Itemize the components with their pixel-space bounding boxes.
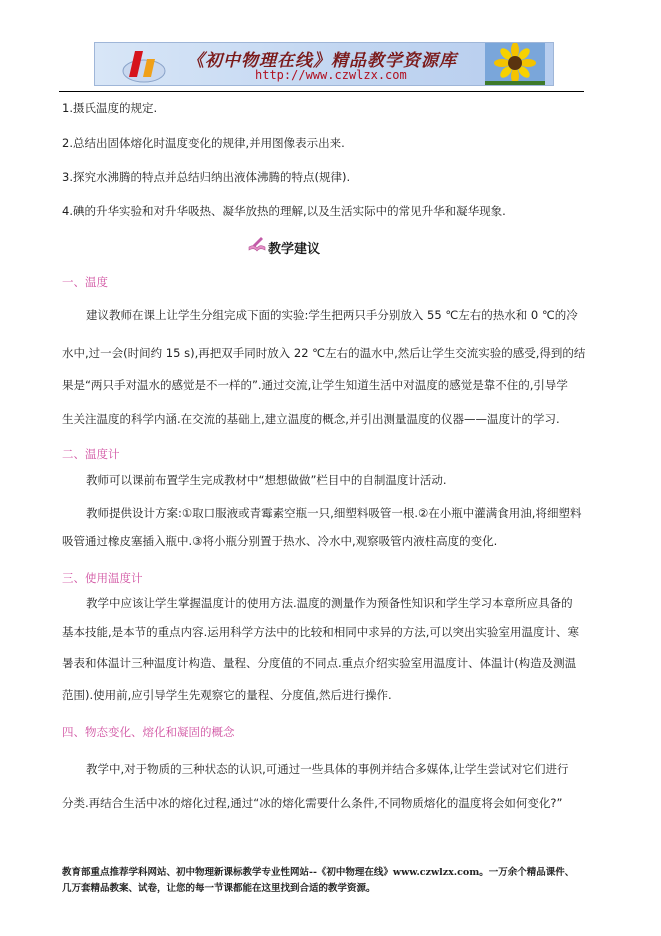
paragraph-line: 建议教师在课上让学生分组完成下面的实验:学生把两只手分别放入 55 ℃左右的热水和 0 ℃的冷 (86, 308, 578, 322)
paragraph-line: 范围).使用前,应引导学生先观察它的量程、分度值,然后进行操作. (62, 688, 392, 702)
paragraph-line: 生关注温度的科学内涵.在交流的基础上,建立温度的概念,并引出测量温度的仪器——温度计的学习. (62, 412, 560, 426)
paragraph-line: 暑表和体温计三种温度计构造、量程、分度值的不同点.重点介绍实验室用温度计、体温计(构造及测温 (62, 656, 577, 670)
paragraph-line: 分类.再结合生活中冰的熔化过程,通过“冰的熔化需要什么条件,不同物质熔化的温度将会如何变化?” (62, 796, 563, 810)
section-title-thermometer: 二、温度计 (62, 447, 120, 461)
footer-line: 几万套精品教案、试卷，让您的每一节课都能在这里找到合适的教学资源。 (62, 883, 376, 894)
site-logo-icon (121, 47, 167, 85)
header-banner (94, 42, 554, 86)
objective-1: 1.摄氏温度的规定. (62, 101, 158, 115)
paragraph-line: 教师可以课前布置学生完成教材中“想想做做”栏目中的自制温度计活动. (86, 473, 447, 487)
banner-title: 《初中物理在线》精品教学资源库 (187, 51, 457, 71)
objective-2: 2.总结出固体熔化时温度变化的规律,并用图像表示出来. (62, 136, 345, 150)
sunflower-icon (485, 43, 545, 86)
paragraph-line: 水中,过一会(时间约 15 s),再把双手同时放入 22 ℃左右的温水中,然后让学生交流实验的感受,得到的结 (62, 346, 586, 360)
section-title-temperature: 一、温度 (62, 275, 108, 289)
teaching-suggestions-heading: 教学建议 (268, 242, 321, 257)
section-title-state-change: 四、物态变化、熔化和凝固的概念 (62, 725, 235, 739)
paragraph-line: 教师提供设计方案:①取口服液或青霉素空瓶一只,细塑料吸管一根.②在小瓶中灌满食用油,将细塑料 (86, 506, 582, 520)
paragraph-line: 教学中应该让学生掌握温度计的使用方法.温度的测量作为预备性知识和学生学习本章所应具备的 (86, 596, 573, 610)
pencil-book-icon (248, 236, 266, 252)
section-title-using-thermometer: 三、使用温度计 (62, 571, 143, 585)
paragraph-line: 基本技能,是本节的重点内容.运用科学方法中的比较和相同中求异的方法,可以突出实验室用温度计、寒 (62, 625, 579, 639)
footer-line: 教育部重点推荐学科网站、初中物理新课标教学专业性网站--《初中物理在线》www.czwlzx.com。一万余个精品课件、 (62, 867, 575, 878)
banner-url[interactable]: http://www.czwlzx.com (255, 68, 407, 82)
objective-3: 3.探究水沸腾的特点并总结归纳出液体沸腾的特点(规律). (62, 170, 351, 184)
objective-4: 4.碘的升华实验和对升华吸热、凝华放热的理解,以及生活实际中的常见升华和凝华现象. (62, 204, 506, 218)
header-divider (59, 91, 584, 92)
paragraph-line: 果是“两只手对温水的感觉是不一样的”.通过交流,让学生知道生活中对温度的感觉是靠不住的,引导学 (62, 378, 568, 392)
paragraph-line: 教学中,对于物质的三种状态的认识,可通过一些具体的事例并结合多媒体,让学生尝试对它们进行 (86, 762, 569, 776)
paragraph-line: 吸管通过橡皮塞插入瓶中.③将小瓶分别置于热水、冷水中,观察吸管内液柱高度的变化. (62, 534, 498, 548)
